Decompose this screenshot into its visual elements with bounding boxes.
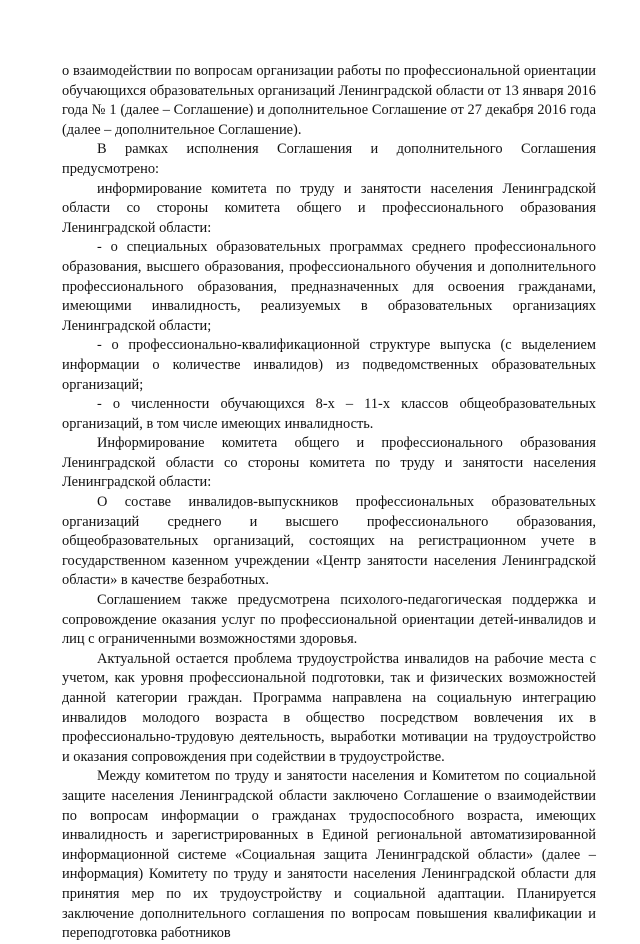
paragraph-psychological-support: Соглашением также предусмотрена психолого-педагогическая поддержка и сопровождение оказания услуг по профессиональной ориентации детей-инвалидов и лиц с ограниченными возможностями здоровья.: [62, 592, 596, 648]
paragraph-agreement-intro: о взаимодействии по вопросам организации работы по профессиональной ориентации обучающихся образовательных организаций Ленинградской области от 13 января 2016 года № 1 (далее – Соглашение) и дополнительное Соглашение от 27 декабря 2016 года (далее – дополнительное Соглашение).: [62, 63, 596, 138]
document-page: [62, 62, 596, 944]
list-item-special-programs: - о специальных образовательных программах среднего профессионального образования, высшего образования, профессионального обучения и дополнительного профессионального образования, предназначенных для освоения гражданами, имеющими инвалидность, реализуемых в образовательных организациях Ленинградской области;: [62, 239, 596, 334]
list-item-student-count: - о численности обучающихся 8-х – 11-х классов общеобразовательных организаций, в том числе имеющих инвалидность.: [62, 396, 596, 432]
paragraph-employment-problem: Актуальной остается проблема трудоустройства инвалидов на рабочие места с учетом, как уровня профессиональной подготовки, так и физических возможностей данной категории граждан. Программа направлена на социальную интеграцию инвалидов молодого возраста в общество посредством вовлечения их в профессионально-трудовую деятельность, выработки мотивации на трудоустройство и оказания сопровождения при содействии в трудоустройстве.: [62, 650, 596, 765]
paragraph-provisions-intro: В рамках исполнения Соглашения и дополнительного Соглашения предусмотрено:: [62, 141, 596, 177]
list-item-qualification-structure: - о профессионально-квалификационной структуре выпуска (с выделением информации о количестве инвалидов) из подведомственных образовательных организаций;: [62, 337, 596, 393]
paragraph-graduates-composition: О составе инвалидов-выпускников профессиональных образовательных организаций среднего и высшего профессионального образования, общеобразовательных организаций, состоящих на регистрационном учете в государственном казенном учреждении «Центр занятости населения Ленинградской области» в качестве безработных.: [62, 494, 596, 589]
paragraph-education-committee-informing: Информирование комитета общего и профессионального образования Ленинградской области со стороны комитета по труду и занятости населения Ленинградской области:: [62, 435, 596, 491]
paragraph-labor-committee-informing: информирование комитета по труду и занятости населения Ленинградской области со стороны комитета общего и профессионального образования Ленинградской области:: [62, 180, 596, 236]
paragraph-social-protection-agreement: Между комитетом по труду и занятости населения и Комитетом по социальной защите населения Ленинградской области заключено Соглашение о взаимодействии по вопросам информации о гражданах трудоспособного возраста, имеющих инвалидность и зарегистрированных в Единой региональной автоматизированной информационной системе «Социальная защита Ленинградской области» (далее – информация) Комитету по труду и занятости населения Ленинградской области для принятия мер по их трудоустройству и социальной адаптации. Планируется заключение дополнительного соглашения по вопросам повышения квалификации и переподготовка работников: [62, 768, 596, 942]
